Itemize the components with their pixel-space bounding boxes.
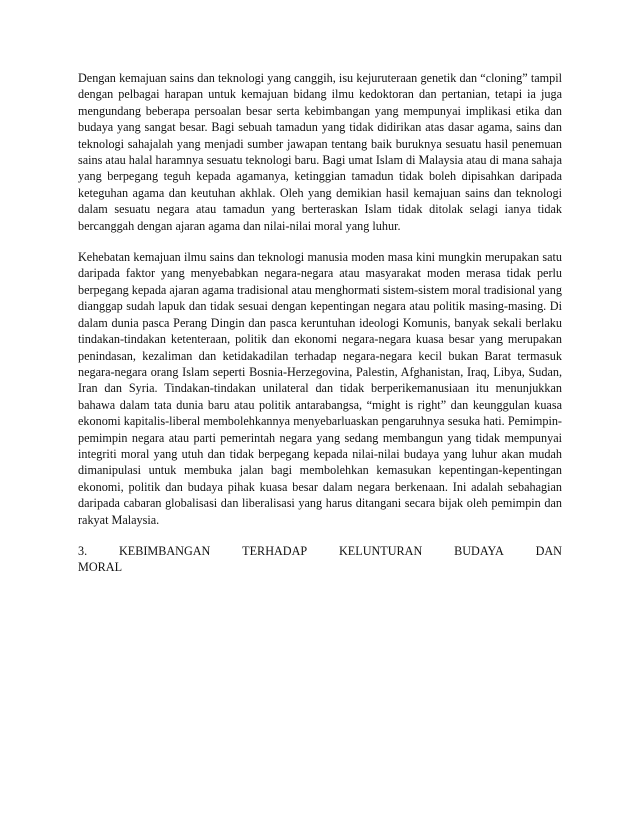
- heading-word-1: KEBIMBANGAN: [118, 543, 211, 558]
- heading-word-5: DAN: [535, 543, 562, 558]
- section-heading-line: [78, 543, 562, 559]
- heading-word-2: TERHADAP: [242, 543, 308, 558]
- heading-word-3: KELUNTURAN: [339, 543, 423, 558]
- paragraph-1: Dengan kemajuan sains dan teknologi yang canggih, isu kejuruteraan genetik dan “cloning” tampil dengan pelbagai harapan untuk kemajuan bidang ilmu kedoktoran dan pertanian, tetapi ia juga mengundang beberapa persoalan besar serta kebimbangan yang mempunyai implikasi etika dan budaya yang sangat besar. Bagi sebuah tamadun yang tidak didirikan atas dasar agama, sains dan teknologi sahajalah yang menjadi sumber jawapan tentang baik buruknya sesuatu hasil penemuan sains atau halal haramnya sesuatu teknologi baru. Bagi umat Islam di Malaysia atau di mana sahaja yang berpegang teguh kepada agamanya, ketinggian tamadun tidak boleh dipisahkan daripada keteguhan agama dan keutuhan akhlak. Oleh yang demikian hasil kemajuan sains dan teknologi dalam sesuatu negara atau tamadun yang berteraskan Islam tidak ditolak selagi ianya tidak bercanggah dengan ajaran agama dan nilai-nilai moral yang luhur.: [78, 71, 562, 233]
- section-heading: [78, 543, 562, 576]
- section-heading-continuation: MORAL: [78, 560, 123, 575]
- heading-word-4: BUDAYA: [454, 543, 504, 558]
- document-page: [78, 70, 562, 576]
- section-number: 3.: [78, 543, 88, 558]
- paragraph-2: Kehebatan kemajuan ilmu sains dan teknologi manusia moden masa kini mungkin merupakan satu daripada faktor yang menyebabkan negara-negara atau masyarakat moden merasa tidak perlu berpegang kepada ajaran agama tradisional atau menghormati sistem-sistem moral tradisional yang dianggap sudah lapuk dan tidak sesuai dengan kepentingan negara atau politik masing-masing. Di dalam dunia pasca Perang Dingin dan pasca keruntuhan ideologi Komunis, banyak sekali berlaku tindakan-tindakan ketenteraan, politik dan ekonomi negara-negara kuasa besar yang merupakan penindasan, kezaliman dan ketidakadilan terhadap negara-negara kecil bukan Barat termasuk negara-negara orang Islam seperti Bosnia-Herzegovina, Palestin, Afghanistan, Iraq, Libya, Sudan, Iran dan Syria. Tindakan-tindakan unilateral dan tidak berperikemanusiaan itu menunjukkan bahawa dalam tata dunia baru atau politik antarabangsa, “might is right” dan keunggulan kuasa ekonomi kapitalis-liberal membolehkannya menyebarluaskan pengaruhnya sesuka hati. Pemimpin-pemimpin negara atau parti pemerintah negara yang sedang membangun yang tidak mempunyai integriti moral yang utuh dan tidak berpegang kepada nilai-nilai budaya yang luhur akan mudah dimanipulasi untuk membuka jalan bagi membolehkan kemasukan kepentingan-kepentingan ekonomi, politik dan budaya pihak kuasa besar dalam negara berkenaan. Ini adalah sebahagian daripada cabaran globalisasi dan liberalisasi yang harus ditangani secara bijak oleh pemimpin dan rakyat Malaysia.: [78, 250, 562, 527]
